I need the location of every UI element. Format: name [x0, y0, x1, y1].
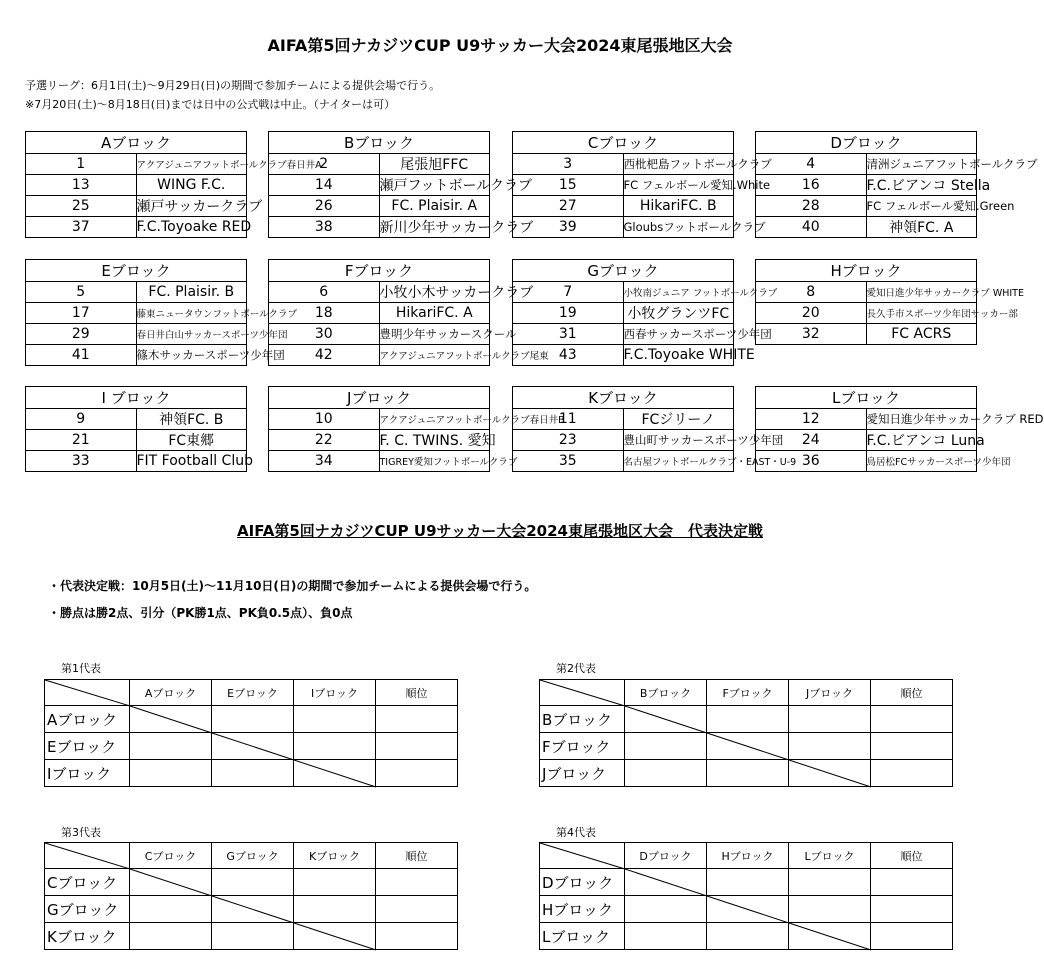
diagonal-line: [540, 680, 625, 706]
group-table: [755, 259, 1024, 365]
team-name: 小牧南ジュニア フットボールクラブ: [623, 282, 734, 303]
team-name: FC. Plaisir. A: [379, 196, 490, 217]
team-name: TIGREY愛知フットボールクラブ: [379, 451, 490, 472]
column-header: Iブロック: [294, 680, 376, 706]
group-header: Gブロック: [513, 260, 734, 282]
diagonal-line: [130, 706, 212, 733]
team-number: 10: [269, 409, 380, 430]
team-name: 瀬戸サッカークラブ: [136, 196, 247, 217]
column-header: Jブロック: [789, 680, 871, 706]
team-name: 愛知日進少年サッカークラブ RED: [866, 409, 977, 430]
team-number: 22: [269, 430, 380, 451]
row-header: Hブロック: [540, 896, 625, 923]
team-name: 新川少年サッカークラブ: [379, 217, 490, 238]
rank-cell: [376, 869, 458, 896]
row-header: Eブロック: [45, 733, 130, 760]
team-name: 西春サッカースポーツ少年団: [623, 324, 734, 345]
team-name: F.C.ビアンコ Stella: [866, 175, 977, 196]
group-header: Kブロック: [513, 387, 734, 409]
self-match-cell: [212, 733, 294, 760]
team-name: 西枇杷島フットボールクラブ: [623, 154, 734, 175]
group-header: Lブロック: [756, 387, 977, 409]
representative-label: 第2代表: [556, 662, 596, 675]
team-number: 17: [26, 303, 137, 324]
row-header: Dブロック: [540, 869, 625, 896]
diagonal-line: [540, 843, 625, 869]
diagonal-line: [707, 896, 789, 923]
group-header: Fブロック: [269, 260, 490, 282]
self-match-cell: [707, 896, 789, 923]
team-name: 春日井白山サッカースポーツ少年団: [136, 324, 247, 345]
team-number: 37: [26, 217, 137, 238]
team-name: FIT Football Club: [136, 451, 247, 472]
result-cell: [294, 706, 376, 733]
team-number: 6: [269, 282, 380, 303]
final-period-note: ・代表決定戦：10月5日(土)～11月10日(日)の期間で参加チームによる提供会場で行う。: [48, 579, 537, 593]
team-name: 神領FC. B: [136, 409, 247, 430]
representative-label: 第3代表: [61, 826, 101, 839]
team-number: 5: [26, 282, 137, 303]
result-cell: [625, 923, 707, 950]
group-table: [512, 386, 797, 492]
rank-cell: [376, 923, 458, 950]
group-table: [268, 259, 549, 366]
column-header: Fブロック: [707, 680, 789, 706]
team-name: Gloubsフットボールクラブ: [623, 217, 734, 238]
group-header: Hブロック: [756, 260, 977, 282]
group-table: [512, 131, 772, 238]
team-number: 24: [756, 430, 867, 451]
diagonal-line: [45, 680, 130, 706]
team-number: 33: [26, 451, 137, 472]
group-header: Jブロック: [269, 387, 490, 409]
column-header: Gブロック: [212, 843, 294, 869]
rank-cell: [871, 760, 953, 787]
result-cell: [707, 869, 789, 896]
diagonal-line: [294, 760, 376, 787]
final-title: AIFA第5回ナカジツCUP U9サッカー大会2024東尾張地区大会 代表決定戦: [237, 522, 763, 540]
column-header: Eブロック: [212, 680, 294, 706]
team-number: 3: [513, 154, 624, 175]
points-rule-note: ・勝点は勝2点、引分（PK勝1点、PK負0.5点）、負0点: [48, 606, 353, 620]
result-cell: [294, 896, 376, 923]
row-header: Aブロック: [45, 706, 130, 733]
corner-cell: [45, 843, 130, 869]
rank-cell: [376, 706, 458, 733]
team-name: WING F.C.: [136, 175, 247, 196]
self-match-cell: [625, 869, 707, 896]
team-name: 神領FC. A: [866, 217, 977, 238]
rank-cell: [376, 760, 458, 787]
result-cell: [707, 706, 789, 733]
rank-cell: [871, 733, 953, 760]
column-header: 順位: [376, 843, 458, 869]
column-header: Kブロック: [294, 843, 376, 869]
rank-cell: [871, 923, 953, 950]
team-name: 瀬戸フットボールクラブ: [379, 175, 490, 196]
team-number: 20: [756, 303, 867, 324]
representative-label: 第1代表: [61, 662, 101, 675]
rank-cell: [871, 869, 953, 896]
team-number: 4: [756, 154, 867, 175]
team-number: 21: [26, 430, 137, 451]
result-cell: [294, 733, 376, 760]
self-match-cell: [130, 706, 212, 733]
team-name: 小牧グランツFC: [623, 303, 734, 324]
team-number: 36: [756, 451, 867, 472]
team-number: 15: [513, 175, 624, 196]
column-header: Bブロック: [625, 680, 707, 706]
rank-cell: [376, 733, 458, 760]
rank-cell: [871, 706, 953, 733]
team-number: 27: [513, 196, 624, 217]
team-number: 32: [756, 324, 867, 345]
team-name: アクアジュニアフットボールクラブ尾東: [379, 345, 490, 366]
group-table: [25, 386, 253, 492]
team-name: 豊明少年サッカースクール: [379, 324, 490, 345]
team-number: 35: [513, 451, 624, 472]
rank-cell: [376, 896, 458, 923]
group-table: [512, 259, 778, 366]
team-name: FC東郷: [136, 430, 247, 451]
team-name: F.C.Toyoake WHITE: [623, 345, 734, 366]
result-cell: [707, 923, 789, 950]
self-match-cell: [212, 896, 294, 923]
result-cell: [130, 896, 212, 923]
result-cell: [212, 706, 294, 733]
group-table: [25, 259, 297, 366]
team-name: FC フェルボール愛知.Green: [866, 196, 977, 217]
team-number: 28: [756, 196, 867, 217]
group-table: [268, 386, 565, 492]
group-table: [25, 131, 322, 238]
team-name: 愛知日進少年サッカークラブ WHITE: [866, 282, 977, 303]
team-name: HikariFC. A: [379, 303, 490, 324]
team-name: 篠木サッカースポーツ少年団: [136, 345, 247, 366]
team-number: 7: [513, 282, 624, 303]
team-number: 39: [513, 217, 624, 238]
corner-cell: [540, 843, 625, 869]
result-cell: [625, 760, 707, 787]
self-match-cell: [707, 733, 789, 760]
group-table: [268, 131, 534, 238]
result-cell: [212, 923, 294, 950]
team-name: FC フェルボール愛知.White: [623, 175, 734, 196]
team-number: 30: [269, 324, 380, 345]
result-cell: [789, 706, 871, 733]
column-header: Dブロック: [625, 843, 707, 869]
team-number: 42: [269, 345, 380, 366]
corner-cell: [540, 680, 625, 706]
team-name: アクアジュニアフットボールクラブ春日井B: [379, 409, 490, 430]
result-cell: [130, 923, 212, 950]
team-name: FC ACRS: [866, 324, 977, 345]
team-number: 38: [269, 217, 380, 238]
team-number: 1: [26, 154, 137, 175]
league-period-note: 予選リーグ：6月1日(土)～9月29日(日)の期間で参加チームによる提供会場で行う。: [25, 79, 441, 92]
team-number: 34: [269, 451, 380, 472]
round-robin-table: [539, 679, 953, 787]
team-name: 名古屋フットボールクラブ・EAST・U-9: [623, 451, 734, 472]
result-cell: [130, 733, 212, 760]
diagonal-line: [707, 733, 789, 760]
team-name: F.C.Toyoake RED: [136, 217, 247, 238]
column-header: Hブロック: [707, 843, 789, 869]
column-header: 順位: [871, 843, 953, 869]
row-header: Iブロック: [45, 760, 130, 787]
group-header: Eブロック: [26, 260, 247, 282]
team-number: 11: [513, 409, 624, 430]
result-cell: [707, 760, 789, 787]
team-name: F. C. TWINS. 愛知: [379, 430, 490, 451]
row-header: Cブロック: [45, 869, 130, 896]
page-title: AIFA第5回ナカジツCUP U9サッカー大会2024東尾張地区大会: [267, 36, 733, 55]
team-name: 鳥居松FCサッカースポーツ少年団: [866, 451, 977, 472]
summer-restriction-note: ※7月20日(土)～8月18日(日)までは日中の公式戦は中止。（ナイターは可）: [25, 98, 396, 111]
diagonal-line: [625, 869, 707, 896]
representative-label: 第4代表: [556, 826, 596, 839]
diagonal-line: [789, 923, 871, 950]
team-number: 26: [269, 196, 380, 217]
group-header: Bブロック: [269, 132, 490, 154]
team-name: 長久手市スポーツ少年団サッカー部: [866, 303, 977, 324]
group-header: Aブロック: [26, 132, 247, 154]
self-match-cell: [294, 760, 376, 787]
self-match-cell: [294, 923, 376, 950]
diagonal-line: [212, 896, 294, 923]
column-header: Cブロック: [130, 843, 212, 869]
result-cell: [625, 896, 707, 923]
self-match-cell: [789, 923, 871, 950]
row-header: Fブロック: [540, 733, 625, 760]
row-header: Lブロック: [540, 923, 625, 950]
result-cell: [789, 869, 871, 896]
team-name: 清洲ジュニアフットボールクラブ: [866, 154, 977, 175]
team-number: 29: [26, 324, 137, 345]
row-header: Kブロック: [45, 923, 130, 950]
column-header: 順位: [871, 680, 953, 706]
team-number: 12: [756, 409, 867, 430]
result-cell: [212, 869, 294, 896]
group-header: Dブロック: [756, 132, 977, 154]
team-name: アクアジュニアフットボールクラブ春日井A: [136, 154, 247, 175]
team-number: 41: [26, 345, 137, 366]
team-number: 19: [513, 303, 624, 324]
team-number: 13: [26, 175, 137, 196]
result-cell: [212, 760, 294, 787]
row-header: Gブロック: [45, 896, 130, 923]
team-number: 2: [269, 154, 380, 175]
rank-cell: [871, 896, 953, 923]
team-name: 藤東ニュータウンフットボールクラブ: [136, 303, 247, 324]
self-match-cell: [625, 706, 707, 733]
diagonal-line: [294, 923, 376, 950]
group-header: Cブロック: [513, 132, 734, 154]
team-name: HikariFC. B: [623, 196, 734, 217]
team-number: 8: [756, 282, 867, 303]
team-number: 18: [269, 303, 380, 324]
diagonal-line: [212, 733, 294, 760]
group-table: [755, 386, 1044, 492]
column-header: Aブロック: [130, 680, 212, 706]
result-cell: [294, 869, 376, 896]
team-name: F.C.ビアンコ Luna: [866, 430, 977, 451]
round-robin-table: [44, 679, 458, 787]
team-number: 25: [26, 196, 137, 217]
row-header: Jブロック: [540, 760, 625, 787]
team-number: 14: [269, 175, 380, 196]
result-cell: [625, 733, 707, 760]
round-robin-table: [539, 842, 953, 950]
group-table: [755, 131, 1038, 238]
team-number: 16: [756, 175, 867, 196]
team-name: 小牧小木サッカークラブ: [379, 282, 490, 303]
diagonal-line: [45, 843, 130, 869]
column-header: Lブロック: [789, 843, 871, 869]
diagonal-line: [789, 760, 871, 787]
team-number: 31: [513, 324, 624, 345]
team-name: 豊山町サッカースポーツ少年団: [623, 430, 734, 451]
team-number: 23: [513, 430, 624, 451]
result-cell: [130, 760, 212, 787]
group-header: I ブロック: [26, 387, 247, 409]
diagonal-line: [130, 869, 212, 896]
row-header: Bブロック: [540, 706, 625, 733]
result-cell: [789, 733, 871, 760]
team-number: 40: [756, 217, 867, 238]
column-header: 順位: [376, 680, 458, 706]
team-name: 尾張旭FFC: [379, 154, 490, 175]
diagonal-line: [625, 706, 707, 733]
team-name: FCジリーノ: [623, 409, 734, 430]
result-cell: [789, 896, 871, 923]
team-name: FC. Plaisir. B: [136, 282, 247, 303]
self-match-cell: [789, 760, 871, 787]
round-robin-table: [44, 842, 458, 950]
self-match-cell: [130, 869, 212, 896]
corner-cell: [45, 680, 130, 706]
team-number: 9: [26, 409, 137, 430]
team-number: 43: [513, 345, 624, 366]
